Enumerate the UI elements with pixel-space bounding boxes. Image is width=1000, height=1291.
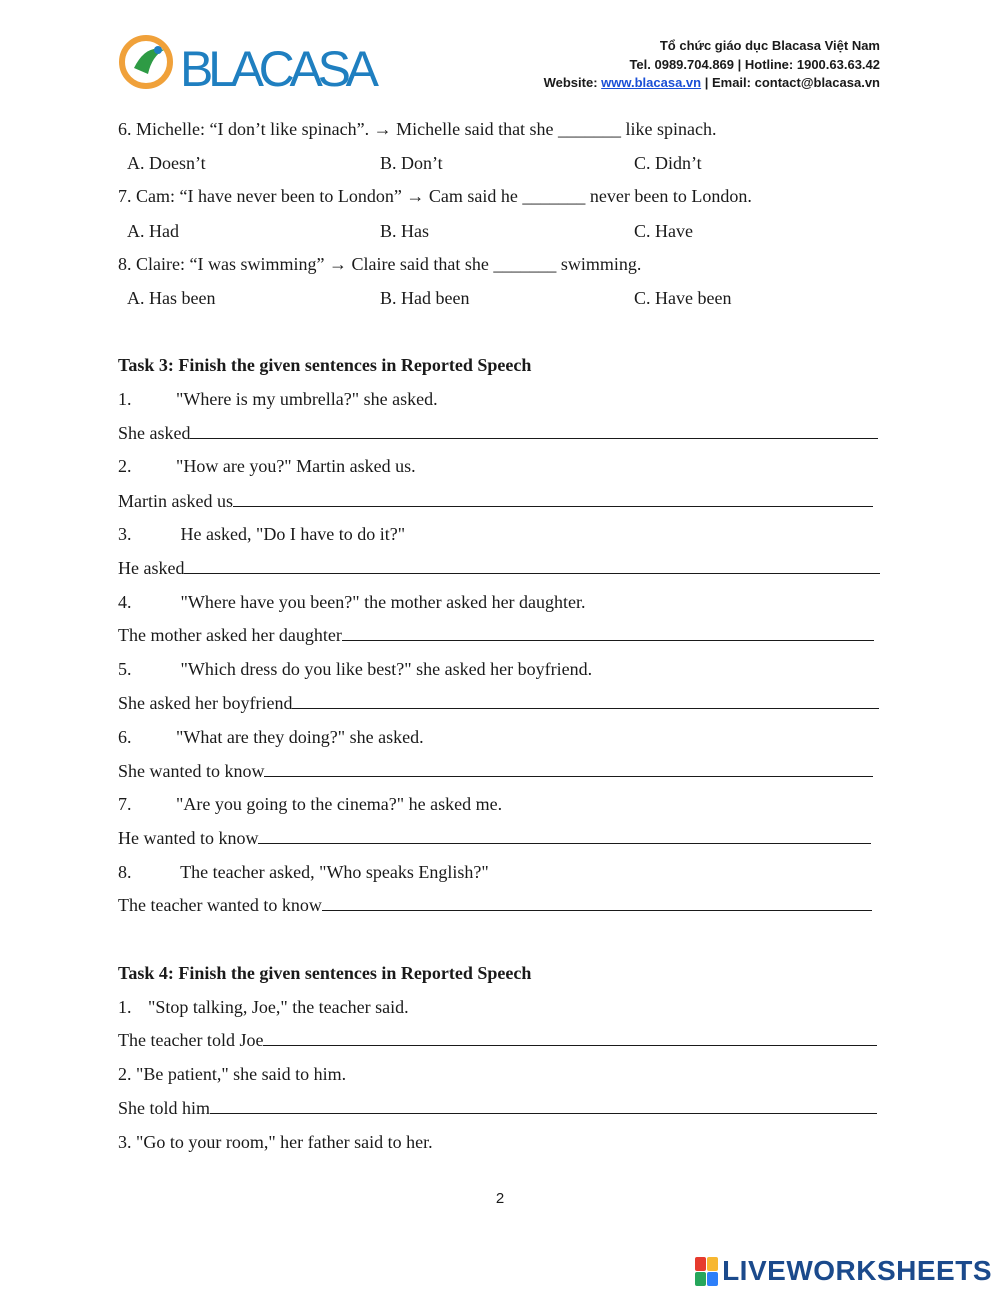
answer-blank-3-1[interactable] [190,422,878,439]
task4-a2: She told him [118,1097,877,1119]
answer-blank-3-7[interactable] [258,827,871,844]
org-name: Tổ chức giáo dục Blacasa Việt Nam [659,38,880,53]
task3-a7: He wanted to know [118,827,871,849]
question-7: 7. Cam: “I have never been to London” → Cam said he _______ never been to London. [118,186,752,206]
q7-option-b[interactable]: B. Has [380,221,429,241]
answer-blank-3-3[interactable] [184,557,880,574]
question-8: 8. Claire: “I was swimming” → Claire said that she _______ swimming. [118,254,642,274]
answer-blank-3-5[interactable] [292,692,879,709]
q6-option-b[interactable]: B. Don’t [380,153,443,173]
task3-q6: 6. "What are they doing?" she asked. [118,727,424,747]
task4-a1: The teacher told Joe [118,1029,877,1051]
liveworksheets-icon [695,1257,718,1286]
task3-q4: 4. "Where have you been?" the mother asked her daughter. [118,592,586,612]
task3-a1: She asked [118,422,878,444]
task4-heading: Task 4: Finish the given sentences in Reported Speech [118,963,532,983]
task3-q7: 7. "Are you going to the cinema?" he asked me. [118,794,503,814]
task3-q1: 1. "Where is my umbrella?" she asked. [118,389,438,409]
website-line: Website: www.blacasa.vn | Email: contact@blacasa.vn [543,75,880,90]
task3-a4: The mother asked her daughter [118,624,874,646]
liveworksheets-brand [695,1255,992,1287]
answer-blank-3-8[interactable] [322,894,872,911]
liveworksheets-text: LIVEWORKSHEETS [722,1255,992,1286]
task3-q3: 3. He asked, "Do I have to do it?" [118,524,406,544]
answer-blank-4-2[interactable] [210,1097,877,1114]
answer-blank-3-2[interactable] [233,490,873,507]
q8-option-a[interactable]: A. Has been [127,288,216,308]
tel-line: Tel. 0989.704.869 | Hotline: 1900.63.63.42 [629,56,880,72]
answer-blank-3-6[interactable] [264,760,873,777]
task4-q2: 2. "Be patient," she said to him. [118,1064,347,1084]
header-contact [544,37,880,93]
q7-option-a[interactable]: A. Had [127,221,179,241]
task4-q3: 3. "Go to your room," her father said to her. [118,1132,433,1152]
logo-text: BLACASA [180,41,380,96]
task3-a5: She asked her boyfriend [118,692,879,714]
q6-option-a[interactable]: A. Doesn’t [127,153,206,173]
blacasa-logo [118,34,388,96]
task3-q8: 8. The teacher asked, "Who speaks English?" [118,862,489,882]
task3-q5: 5. "Which dress do you like best?" she asked her boyfriend. [118,659,593,679]
website-link[interactable]: www.blacasa.vn [601,75,702,90]
task3-a2: Martin asked us [118,490,873,512]
q7-option-c[interactable]: C. Have [634,221,693,241]
task3-a3: He asked [118,557,880,579]
task3-heading: Task 3: Finish the given sentences in Reported Speech [118,355,532,375]
q8-option-b[interactable]: B. Had been [380,288,470,308]
q8-option-c[interactable]: C. Have been [634,288,732,308]
question-6: 6. Michelle: “I don’t like spinach”. → Michelle said that she _______ like spinach. [118,119,717,139]
task3-a6: She wanted to know [118,760,873,782]
q6-option-c[interactable]: C. Didn’t [634,153,702,173]
answer-blank-4-1[interactable] [263,1029,877,1046]
task3-a8: The teacher wanted to know [118,894,872,916]
page-number: 2 [495,1190,505,1207]
task3-q2: 2. "How are you?" Martin asked us. [118,456,416,476]
answer-blank-3-4[interactable] [342,624,874,641]
task4-q1: 1. "Stop talking, Joe," the teacher said. [118,997,409,1017]
